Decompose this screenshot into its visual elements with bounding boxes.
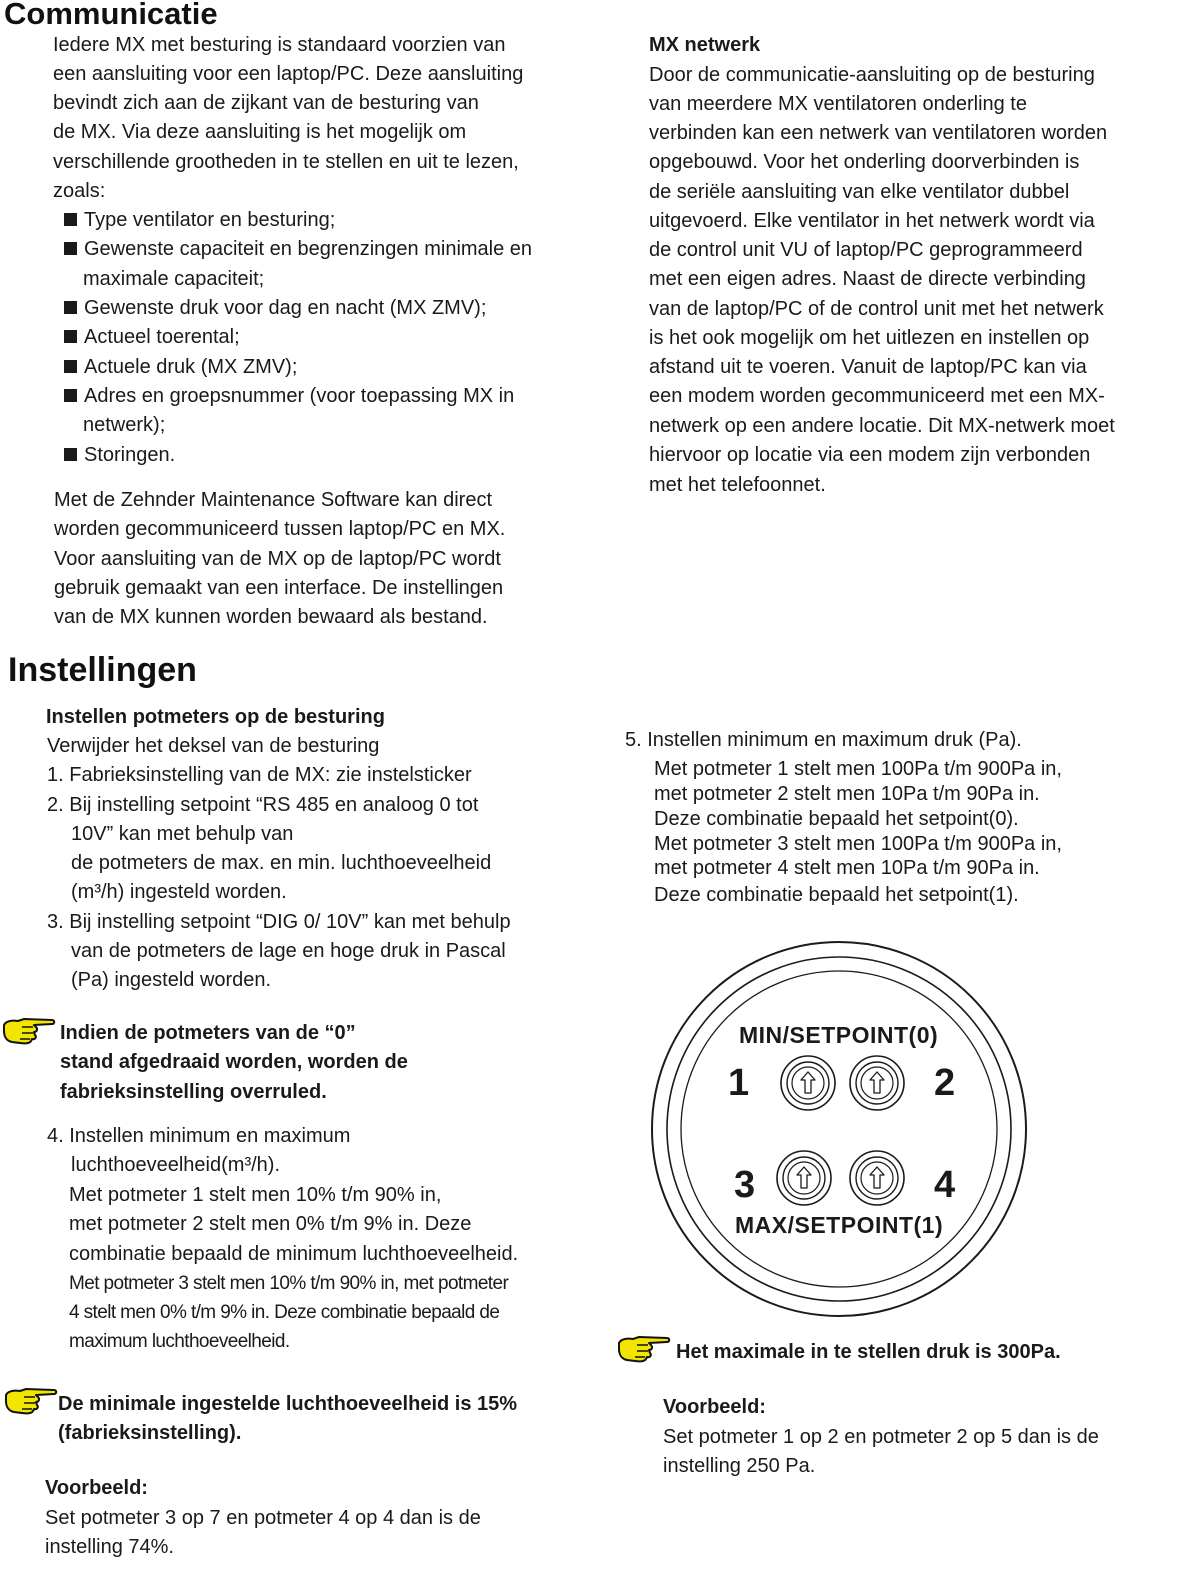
square-bullet-icon [64, 330, 77, 343]
text-line: van de MX kunnen worden bewaard als bestand. [54, 606, 488, 628]
text-line: de MX. Via deze aansluiting is het mogelijk om [53, 121, 467, 143]
text-line: hiervoor op locatie via een modem zijn verbonden [649, 444, 1091, 466]
text-line: netwerk op een andere locatie. Dit MX-netwerk moet [649, 415, 1115, 437]
note-line: Indien de potmeters van de “0” [60, 1022, 356, 1044]
text-line: Set potmeter 1 op 2 en potmeter 2 op 5 dan is de [663, 1426, 1099, 1448]
square-bullet-icon [64, 213, 77, 226]
list-item: Adres en groepsnummer (voor toepassing MX in [64, 385, 514, 408]
dial-number-2: 2 [934, 1062, 956, 1104]
communicatie-heading: Communicatie [4, 0, 218, 31]
text-line: gebruik gemaakt van een interface. De instellingen [54, 577, 504, 599]
text-line: 10V” kan met behulp van [71, 823, 294, 845]
text-line: is het ook mogelijk om het uitlezen en instellen op [649, 327, 1090, 349]
text-line: Verwijder het deksel van de besturing [47, 735, 380, 757]
text-line: luchthoeveelheid(m³/h). [71, 1154, 280, 1176]
list-item: Type ventilator en besturing; [64, 209, 335, 232]
text-line: met een eigen adres. Naast de directe verbinding [649, 268, 1086, 290]
list-item: Storingen. [64, 444, 175, 467]
potentiometer-icon[interactable] [848, 1149, 906, 1207]
dial-number-4: 4 [934, 1164, 956, 1206]
list-item-continuation: netwerk); [83, 414, 166, 436]
pointing-hand-icon [2, 1015, 56, 1045]
note-max-pressure: Het maximale in te stellen druk is 300Pa. [676, 1341, 1061, 1363]
text-line: een aansluiting voor een laptop/PC. Deze aansluiting [53, 63, 524, 85]
text-line: (Pa) ingesteld worden. [71, 969, 272, 991]
pointing-hand-icon [617, 1333, 671, 1363]
text-line: instelling 250 Pa. [663, 1455, 816, 1477]
text-line: 1. Fabrieksinstelling van de MX: zie instelsticker [47, 764, 472, 786]
text-line: 5. Instellen minimum en maximum druk (Pa). [625, 729, 1022, 751]
text-line: zoals: [53, 180, 106, 202]
note-line: stand afgedraaid worden, worden de [60, 1051, 408, 1073]
note-line: (fabrieksinstelling). [58, 1422, 242, 1444]
potmeter-dial-diagram [650, 940, 1030, 1320]
text-line: 4. Instellen minimum en maximum [47, 1125, 351, 1147]
dial-outline [650, 940, 1030, 1320]
example-label: Voorbeeld: [45, 1477, 148, 1499]
text-line: Door de communicatie-aansluiting op de besturing [649, 64, 1095, 86]
text-line: Met potmeter 3 stelt men 10% t/m 90% in, met potmeter [69, 1273, 509, 1294]
text-line: bevindt zich aan de zijkant van de besturing van [53, 92, 479, 114]
text-line: met het telefoonnet. [649, 474, 826, 496]
mx-netwerk-heading: MX netwerk [649, 34, 761, 56]
text-line: afstand uit te voeren. Vanuit de laptop/PC kan via [649, 356, 1087, 378]
example-label: Voorbeeld: [663, 1396, 766, 1418]
text-line: opgebouwd. Voor het onderling doorverbinden is [649, 151, 1080, 173]
list-item: Actueel toerental; [64, 326, 240, 349]
note-line: De minimale ingestelde luchthoeveelheid is 15% [58, 1393, 518, 1415]
pointing-hand-icon [4, 1385, 58, 1415]
text-line: combinatie bepaald de minimum luchthoeveelheid. [69, 1243, 519, 1265]
text-line: de seriële aansluiting van elke ventilator dubbel [649, 181, 1070, 203]
text-line: met potmeter 2 stelt men 0% t/m 9% in. Deze [69, 1213, 472, 1235]
text-line: uitgevoerd. Elke ventilator in het netwerk wordt via [649, 210, 1095, 232]
text-line: Voor aansluiting van de MX op de laptop/PC wordt [54, 548, 501, 570]
text-line: Met potmeter 1 stelt men 10% t/m 90% in, [69, 1184, 442, 1206]
text-line: instelling 74%. [45, 1536, 174, 1558]
potentiometer-icon[interactable] [848, 1054, 906, 1112]
text-line: verschillende grootheden in te stellen en uit te lezen, [53, 151, 519, 173]
text-line: Set potmeter 3 op 7 en potmeter 4 op 4 dan is de [45, 1507, 481, 1529]
text-line: Met potmeter 1 stelt men 100Pa t/m 900Pa in, [654, 758, 1062, 780]
square-bullet-icon [64, 360, 77, 373]
text-line: maximum luchthoeveelheid. [69, 1331, 290, 1352]
square-bullet-icon [64, 448, 77, 461]
list-item: Gewenste druk voor dag en nacht (MX ZMV); [64, 297, 486, 320]
list-item-continuation: maximale capaciteit; [83, 268, 265, 290]
dial-number-3: 3 [734, 1164, 756, 1206]
list-item: Gewenste capaciteit en begrenzingen minimale en [64, 238, 532, 261]
instellingen-heading: Instellingen [8, 651, 197, 689]
dial-number-1: 1 [728, 1062, 750, 1104]
text-line: Deze combinatie bepaald het setpoint(0). [654, 808, 1019, 830]
square-bullet-icon [64, 301, 77, 314]
text-line: 3. Bij instelling setpoint “DIG 0/ 10V” kan met behulp [47, 911, 511, 933]
square-bullet-icon [64, 242, 77, 255]
text-line: van de laptop/PC of de control unit met het netwerk [649, 298, 1104, 320]
text-line: met potmeter 2 stelt men 10Pa t/m 90Pa in. [654, 783, 1040, 805]
dial-top-label: MIN/SETPOINT(0) [739, 1022, 939, 1048]
text-line: Met potmeter 3 stelt men 100Pa t/m 900Pa in, [654, 833, 1062, 855]
text-line: de potmeters de max. en min. luchthoeveelheid [71, 852, 492, 874]
text-line: van meerdere MX ventilatoren onderling te [649, 93, 1027, 115]
dial-bottom-label: MAX/SETPOINT(1) [735, 1212, 944, 1238]
text-line: Deze combinatie bepaald het setpoint(1). [654, 884, 1019, 906]
text-line: worden gecommuniceerd tussen laptop/PC en MX. [54, 518, 506, 540]
text-line: met potmeter 4 stelt men 10Pa t/m 90Pa in. [654, 857, 1040, 879]
note-line: fabrieksinstelling overruled. [60, 1081, 327, 1103]
text-line: van de potmeters de lage en hoge druk in Pascal [71, 940, 506, 962]
instellingen-subheading: Instellen potmeters op de besturing [46, 706, 385, 728]
potentiometer-icon[interactable] [775, 1149, 833, 1207]
text-line: Met de Zehnder Maintenance Software kan direct [54, 489, 493, 511]
text-line: Iedere MX met besturing is standaard voorzien van [53, 34, 506, 56]
square-bullet-icon [64, 389, 77, 402]
text-line: verbinden kan een netwerk van ventilatoren worden [649, 122, 1108, 144]
text-line: de control unit VU of laptop/PC geprogrammeerd [649, 239, 1083, 261]
text-line: 4 stelt men 0% t/m 9% in. Deze combinatie bepaald de [69, 1302, 500, 1323]
text-line: 2. Bij instelling setpoint “RS 485 en analoog 0 tot [47, 794, 479, 816]
text-line: een modem worden gecommuniceerd met een MX- [649, 385, 1105, 407]
list-item: Actuele druk (MX ZMV); [64, 356, 297, 379]
potentiometer-icon[interactable] [779, 1054, 837, 1112]
text-line: (m³/h) ingesteld worden. [71, 881, 287, 903]
